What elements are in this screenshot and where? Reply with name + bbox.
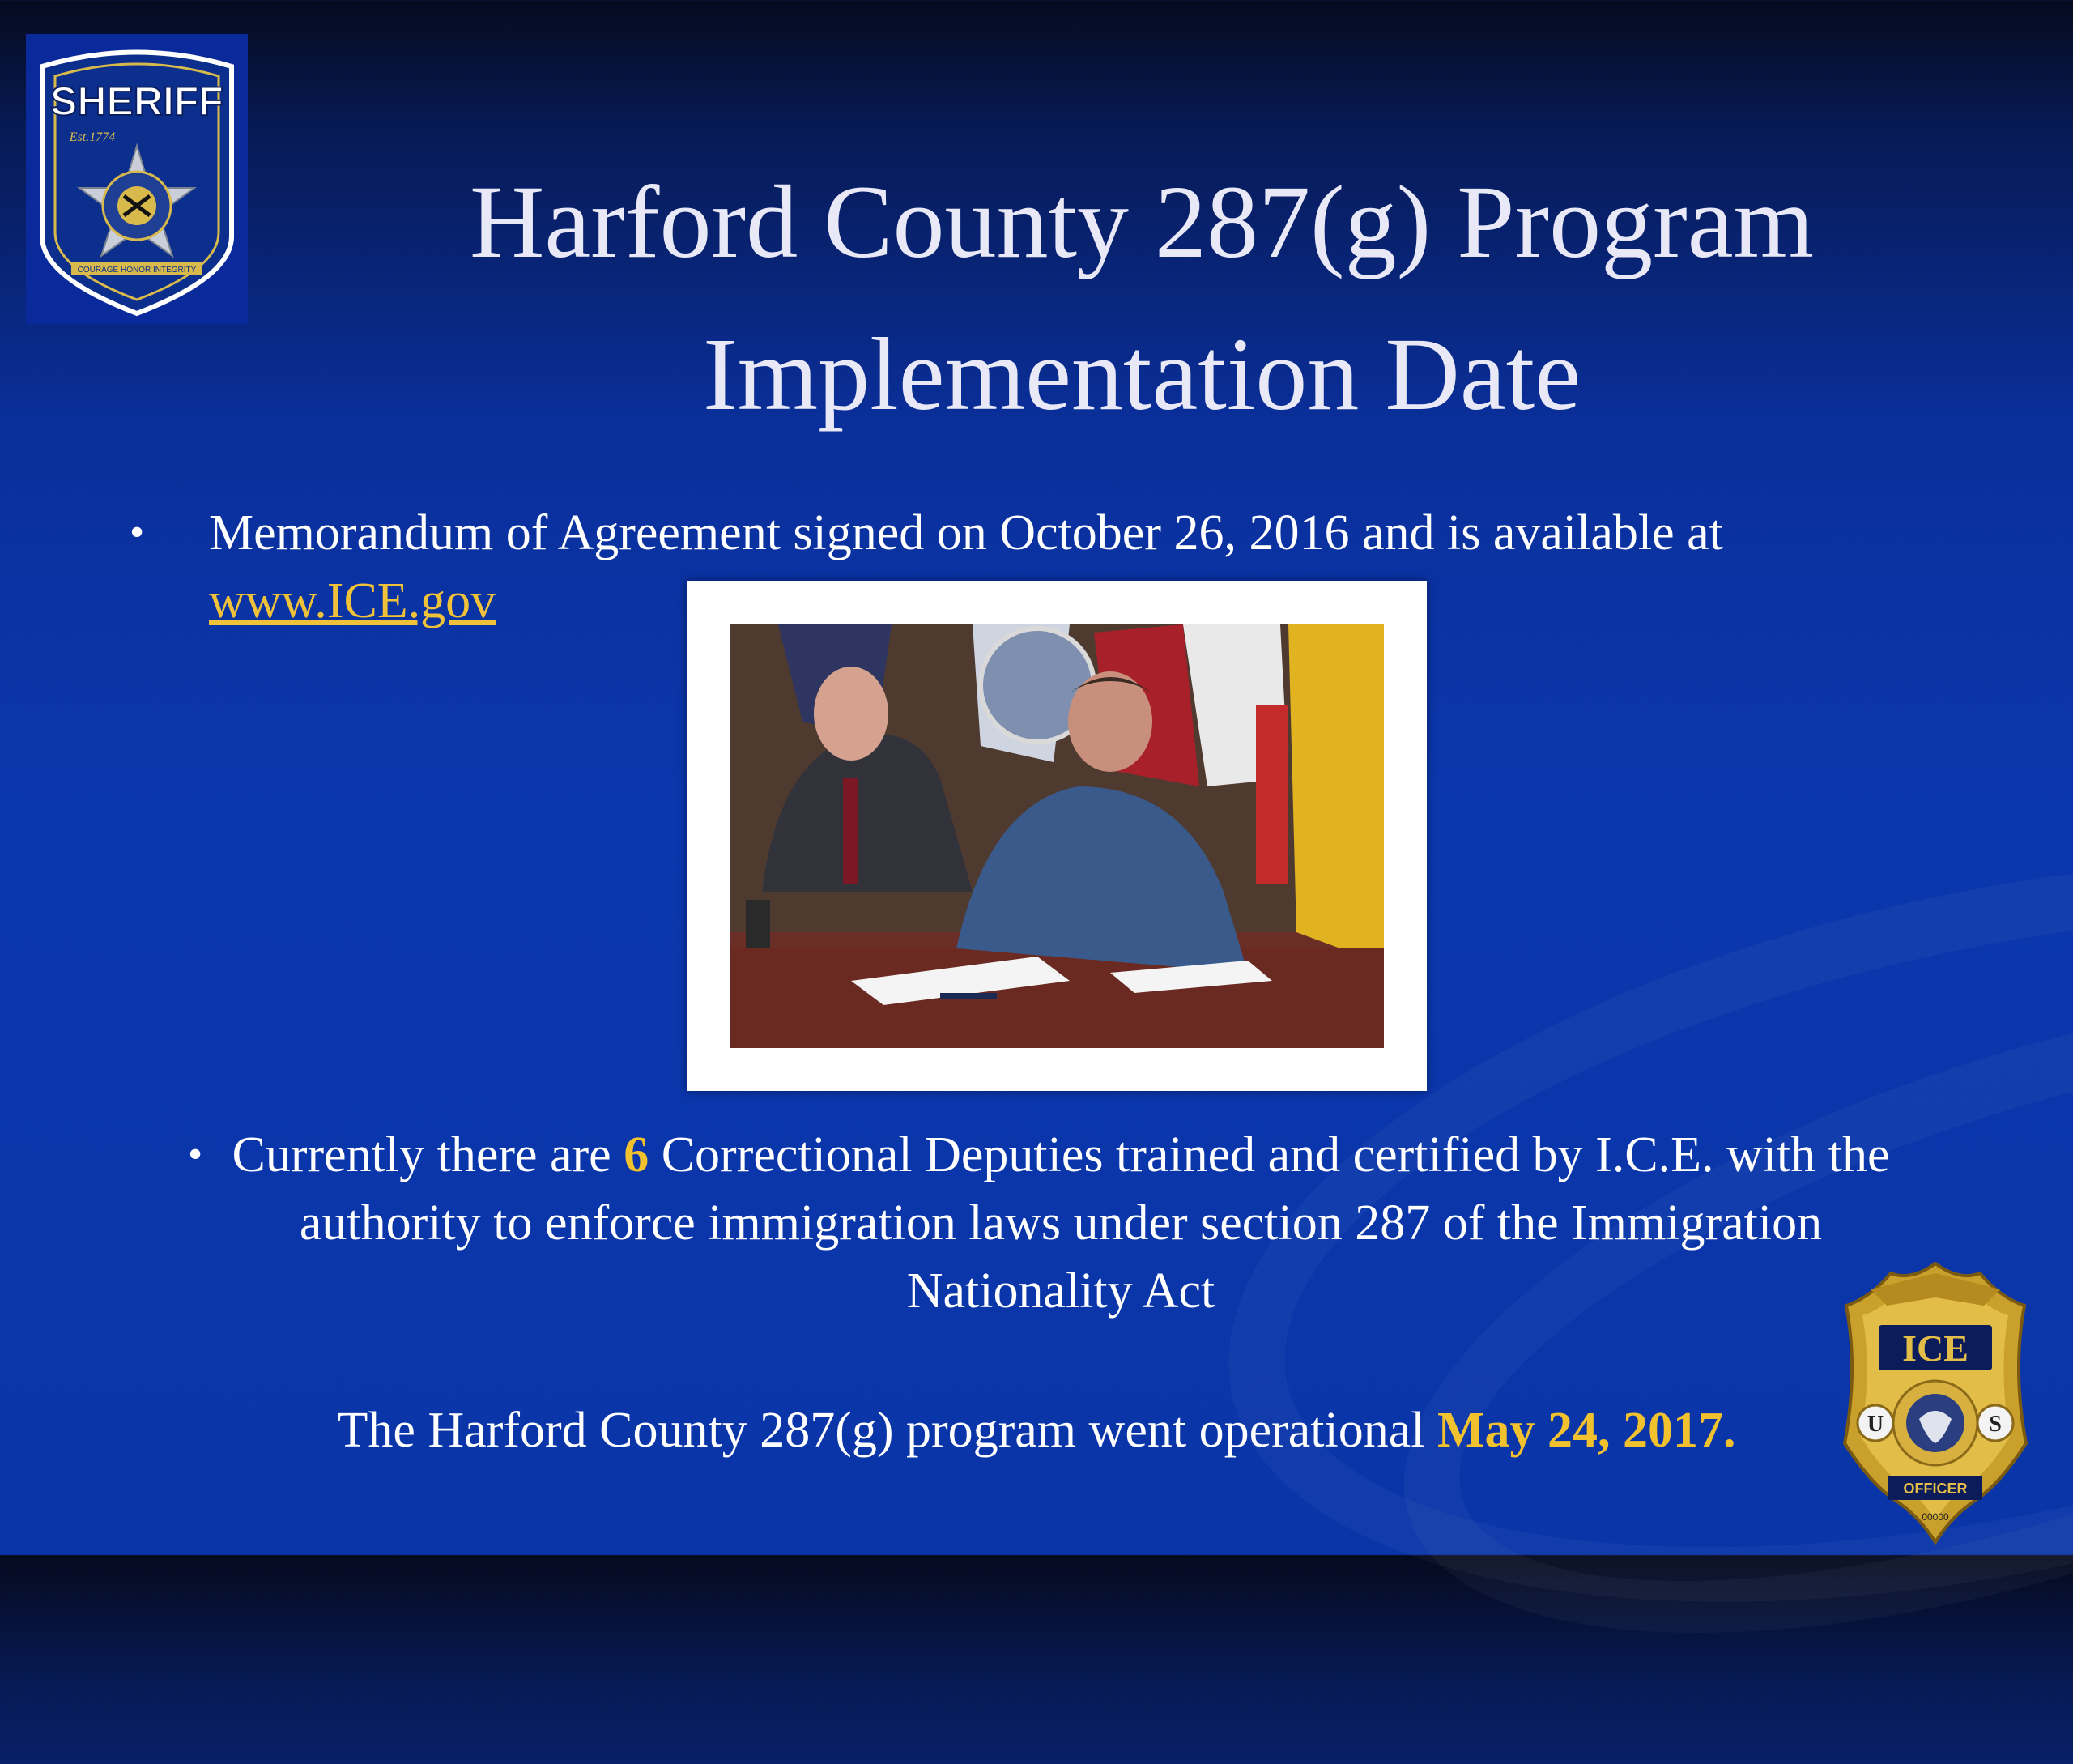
page-title (275, 146, 2008, 450)
sheriff-logo (26, 34, 248, 324)
memorandum-text: Memorandum of Agreement signed on October 26, 2016 and is available at (209, 505, 1723, 560)
badge-ice-text: ICE (1902, 1327, 1969, 1369)
ice-officer-badge (1838, 1257, 2033, 1549)
title-line-2: Implementation Date (702, 317, 1581, 432)
logo-motto: COURAGE HONOR INTEGRITY (77, 266, 197, 275)
operational-statement (162, 1396, 1911, 1464)
title-line-1: Harford County 287(g) Program (469, 164, 1815, 279)
logo-sheriff-text: SHERIFF (50, 79, 223, 124)
badge-letter-s: S (1989, 1412, 2002, 1437)
deputies-count: 6 (624, 1127, 649, 1182)
badge-officer-text: OFFICER (1903, 1481, 1968, 1497)
bullet-marker-1: • (130, 509, 145, 556)
operational-text: The Harford County 287(g) program went operational (337, 1403, 1437, 1458)
deputies-text-after: Correctional Deputies trained and certified by I.C.E. with the authority to enforce immigration laws under section 287 of the Immigration Nationality Act (299, 1127, 1890, 1319)
bullet-deputies (227, 1121, 1895, 1325)
logo-established: Est.1774 (69, 130, 116, 144)
badge-letter-u: U (1867, 1412, 1884, 1437)
deputies-text-before: Currently there are (232, 1127, 624, 1182)
ice-gov-link[interactable]: www.ICE.gov (209, 573, 496, 628)
badge-number: 00000 (1922, 1511, 1949, 1523)
bullet-marker-2: • (188, 1131, 203, 1178)
operational-date: May 24, 2017. (1437, 1403, 1736, 1458)
signing-photo (730, 624, 1384, 1048)
photo-frame (687, 581, 1427, 1091)
